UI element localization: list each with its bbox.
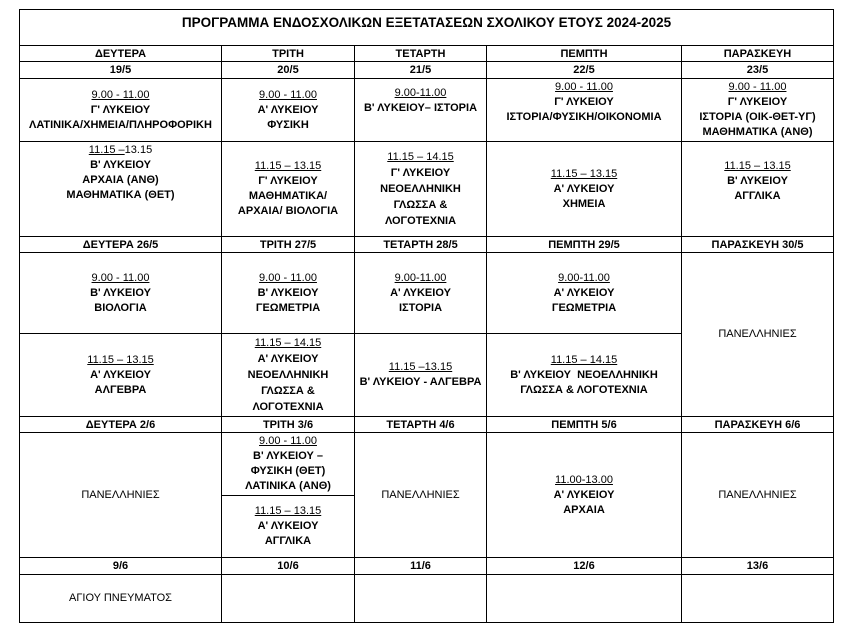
panhellenic-cell	[19, 432, 222, 558]
exam-time: 9.00 - 11.00	[259, 88, 317, 101]
day-label: ΠΑΡΑΣΚΕΥΗ	[723, 47, 792, 60]
date-cell	[221, 61, 355, 79]
exam-subject: ΜΑΘΗΜΑΤΙΚΑ (ΑΝΘ)	[702, 126, 813, 138]
exam-subject: ΙΣΤΟΡΙΑ	[398, 301, 443, 314]
exam-cell	[19, 333, 222, 417]
day-header-thursday	[486, 45, 682, 62]
day-header-thursday	[486, 416, 682, 433]
exam-time: 11.15 – 13.15	[550, 167, 618, 180]
day-header-monday	[19, 416, 222, 433]
exam-time: 11.15 – 14.15	[387, 151, 454, 163]
exam-time: 9.00 - 11.00	[555, 81, 613, 93]
exam-class: Β' ΛΥΚΕΙΟΥ	[727, 175, 788, 187]
exam-cell	[354, 78, 487, 142]
exam-cell	[486, 141, 682, 237]
exam-class: Β' ΛΥΚΕΙΟΥ - ΑΛΓΕΒΡΑ	[359, 376, 482, 388]
exam-cell	[354, 141, 487, 237]
schedule-title-cell	[19, 9, 834, 46]
day-header-wednesday	[354, 236, 487, 253]
exam-cell	[354, 252, 487, 334]
empty-cell	[681, 574, 834, 623]
exam-time: 9.00 - 11.00	[728, 81, 787, 93]
exam-subject: ΦΥΣΙΚΗ	[267, 118, 309, 131]
exam-subject: ΦΥΣΙΚΗ (ΘΕΤ)	[250, 465, 326, 477]
date-label: 9/6	[112, 560, 129, 572]
date-cell	[681, 61, 834, 79]
exam-subject: ΛΑΤΙΝΙΚΑ/ΧΗΜΕΙΑ/ΠΛΗΡΟΦΟΡΙΚΗ	[29, 118, 212, 131]
day-label: ΤΕΤΑΡΤΗ 4/6	[386, 418, 455, 431]
empty-cell	[221, 574, 355, 623]
exam-class: Α' ΛΥΚΕΙΟΥ	[257, 103, 319, 116]
date-label: 12/6	[573, 560, 595, 572]
panhellenic-label: ΠΑΝΕΛΛΗΝΙΕΣ	[81, 488, 160, 501]
exam-class: Β' ΛΥΚΕΙΟΥ	[90, 159, 151, 171]
exam-time: 9.00 - 11.00	[259, 271, 317, 284]
day-label: ΠΑΡΑΣΚΕΥΗ 30/5	[711, 238, 804, 251]
day-header-tuesday	[221, 236, 355, 253]
exam-cell	[486, 432, 682, 558]
exam-cell	[221, 495, 355, 558]
exam-class: Α' ΛΥΚΕΙΟΥ	[390, 286, 451, 299]
day-label: ΠΕΜΠΤΗ 29/5	[548, 238, 620, 251]
exam-subject: ΑΓΓΛΙΚΑ	[264, 535, 312, 547]
exam-subject: ΜΑΘΗΜΑΤΙΚΑ/	[248, 190, 328, 202]
exam-cell	[681, 78, 834, 142]
date-label: 23/5	[746, 64, 769, 76]
exam-class: Α' ΛΥΚΕΙΟΥ	[90, 368, 151, 381]
exam-subject: ΓΛΩΣΣΑ &	[261, 385, 315, 397]
exam-time: 11.15 – 13.15	[724, 160, 791, 172]
day-header-monday	[19, 45, 222, 62]
day-label: ΔΕΥΤΕΡΑ 26/5	[82, 238, 159, 251]
exam-time: 9.00-11.00	[558, 271, 610, 284]
day-header-monday	[19, 236, 222, 253]
date-cell	[221, 557, 355, 575]
date-cell	[19, 61, 222, 79]
day-label: ΔΕΥΤΕΡΑ	[94, 47, 147, 60]
exam-subject: ΝΕΟΕΛΛΗΝΙΚΗ	[247, 369, 329, 381]
exam-class: Β' ΛΥΚΕΙΟΥ –	[253, 450, 323, 462]
panhellenic-cell	[354, 432, 487, 558]
date-label: 13/6	[746, 560, 769, 572]
day-label: ΠΕΜΠΤΗ 5/6	[551, 418, 617, 431]
day-header-tuesday	[221, 45, 355, 62]
exam-class: Β' ΛΥΚΕΙΟΥ ΝΕΟΕΛΛΗΝΙΚΗ	[510, 368, 658, 381]
panhellenic-label: ΠΑΝΕΛΛΗΝΙΕΣ	[718, 328, 797, 340]
exam-class: Α' ΛΥΚΕΙΟΥ	[257, 353, 319, 365]
date-label: 11/6	[410, 560, 431, 572]
exam-time: 9.00 - 11.00	[91, 88, 150, 101]
date-label: 20/5	[277, 64, 299, 76]
exam-time: 9.00-11.00	[394, 271, 447, 284]
exam-class: Α' ΛΥΚΕΙΟΥ	[257, 520, 319, 532]
exam-subject: ΓΕΩΜΕΤΡΙΑ	[255, 301, 321, 314]
exam-time: 9.00-11.00	[394, 87, 447, 99]
schedule-title: ΠΡΟΓΡΑΜΜΑ ΕΝΔΟΣΧΟΛΙΚΩΝ ΕΞΕΤΑΤΑΣΕΩΝ ΣΧΟΛΙΚΟΥ ΕΤΟΥΣ 2024-2025	[181, 15, 672, 30]
exam-class: Α' ΛΥΚΕΙΟΥ	[553, 182, 615, 195]
exam-cell	[221, 432, 355, 496]
panhellenic-cell	[681, 432, 834, 558]
exam-time: 11.15 – 13.15	[254, 160, 322, 172]
date-cell	[354, 61, 487, 79]
date-cell	[354, 557, 487, 575]
day-label: ΤΕΤΑΡΤΗ	[395, 47, 446, 60]
date-label: 22/5	[573, 64, 595, 76]
exam-subject: ΑΡΧΑΙΑ (ΑΝΘ)	[82, 174, 159, 186]
exam-class: Β' ΛΥΚΕΙΟΥ	[90, 286, 151, 299]
exam-time: 11.00-13.00	[555, 473, 613, 486]
exam-class: Γ' ΛΥΚΕΙΟΥ	[727, 96, 788, 108]
exam-subject: ΑΡΧΑΙΑ	[563, 503, 605, 516]
exam-class: Γ' ΛΥΚΕΙΟΥ	[554, 96, 614, 108]
day-label: ΔΕΥΤΕΡΑ 2/6	[85, 418, 156, 431]
exam-cell	[19, 252, 222, 334]
exam-time: 11.15 – 14.15	[254, 337, 322, 349]
exam-time: 11.15 –13.15	[388, 361, 453, 373]
day-header-thursday	[486, 236, 682, 253]
date-label: 21/5	[409, 64, 432, 76]
empty-cell	[354, 574, 487, 623]
exam-class: Α' ΛΥΚΕΙΟΥ	[553, 286, 615, 299]
exam-subject: ΙΣΤΟΡΙΑ/ΦΥΣΙΚΗ/ΟΙΚΟΝΟΜΙΑ	[506, 111, 662, 123]
day-label: ΤΡΙΤΗ 27/5	[259, 238, 317, 251]
exam-subject: ΙΣΤΟΡΙΑ (ΟΙΚ-ΘΕΤ-ΥΓ)	[699, 111, 816, 123]
date-cell	[486, 557, 682, 575]
date-cell	[681, 557, 834, 575]
day-header-tuesday	[221, 416, 355, 433]
day-label: ΠΑΡΑΣΚΕΥΗ 6/6	[714, 418, 801, 431]
day-header-wednesday	[354, 45, 487, 62]
exam-cell	[221, 252, 355, 334]
exam-class: Β' ΛΥΚΕΙΟΥ	[257, 286, 319, 299]
exam-time-rest: 13.15	[124, 144, 153, 156]
day-label: ΤΡΙΤΗ 3/6	[262, 418, 314, 431]
day-header-friday	[681, 45, 834, 62]
exam-subject: ΛΟΓΟΤΕΧΝΙΑ	[384, 215, 457, 227]
panhellenic-label: ΠΑΝΕΛΛΗΝΙΕΣ	[381, 488, 460, 501]
day-header-wednesday	[354, 416, 487, 433]
exam-subject: ΑΓΓΛΙΚΑ	[734, 190, 781, 202]
holiday-cell	[19, 574, 222, 623]
date-cell	[486, 61, 682, 79]
exam-class: Β' ΛΥΚΕΙΟΥ– ΙΣΤΟΡΙΑ	[363, 102, 478, 114]
exam-subject: ΜΑΘΗΜΑΤΙΚΑ (ΘΕΤ)	[66, 189, 175, 201]
exam-cell	[221, 333, 355, 417]
day-header-friday	[681, 236, 834, 253]
exam-cell	[486, 78, 682, 142]
exam-subject: ΓΛΩΣΣΑ &	[393, 199, 448, 211]
exam-subject: ΒΙΟΛΟΓΙΑ	[94, 301, 147, 314]
exam-subject: ΛΟΓΟΤΕΧΝΙΑ	[252, 401, 324, 413]
exam-cell	[486, 252, 682, 334]
exam-cell	[19, 141, 222, 237]
exam-cell	[486, 333, 682, 417]
exam-time	[89, 143, 152, 158]
empty-cell	[486, 574, 682, 623]
exam-time: 9.00 - 11.00	[259, 435, 317, 447]
exam-subject: ΧΗΜΕΙΑ	[562, 197, 606, 210]
exam-cell	[221, 141, 355, 237]
exam-subject: ΝΕΟΕΛΛΗΝΙΚΗ	[380, 183, 461, 195]
exam-cell	[221, 78, 355, 142]
exam-class: Γ' ΛΥΚΕΙΟΥ	[90, 103, 151, 116]
date-label: 19/5	[109, 64, 132, 76]
exam-cell	[354, 333, 487, 417]
day-label: ΠΕΜΠΤΗ	[560, 47, 608, 60]
exam-time-underlined: 11.15 –	[88, 144, 125, 156]
exam-cell	[681, 141, 834, 237]
exam-subject: ΑΡΧΑΙΑ/ ΒΙΟΛΟΓΙΑ	[237, 205, 339, 217]
date-label: 10/6	[277, 560, 299, 572]
holiday-label: ΑΓΙΟΥ ΠΝΕΥΜΑΤΟΣ	[69, 592, 172, 604]
exam-subject: ΓΕΩΜΕΤΡΙΑ	[551, 301, 617, 314]
exam-subject: ΑΛΓΕΒΡΑ	[94, 383, 147, 396]
exam-class: Γ' ΛΥΚΕΙΟΥ	[258, 175, 318, 187]
date-cell	[19, 557, 222, 575]
exam-subject: ΛΑΤΙΝΙΚΑ (ΑΝΘ)	[245, 480, 331, 492]
exam-cell	[19, 78, 222, 142]
panhellenic-label: ΠΑΝΕΛΛΗΝΙΕΣ	[718, 488, 797, 501]
exam-time: 11.15 – 13.15	[87, 353, 154, 366]
day-label: ΤΡΙΤΗ	[272, 47, 304, 60]
exam-time: 11.15 – 13.15	[254, 505, 322, 517]
panhellenic-cell	[681, 252, 834, 417]
exam-time: 9.00 - 11.00	[91, 271, 150, 284]
exam-class: Γ' ΛΥΚΕΙΟΥ	[390, 167, 451, 179]
day-label: ΤΕΤΑΡΤΗ 28/5	[383, 238, 458, 251]
exam-subject: ΓΛΩΣΣΑ & ΛΟΓΟΤΕΧΝΙΑ	[520, 383, 648, 396]
day-header-friday	[681, 416, 834, 433]
exam-time: 11.15 – 14.15	[550, 353, 618, 366]
exam-class: Α' ΛΥΚΕΙΟΥ	[553, 488, 615, 501]
